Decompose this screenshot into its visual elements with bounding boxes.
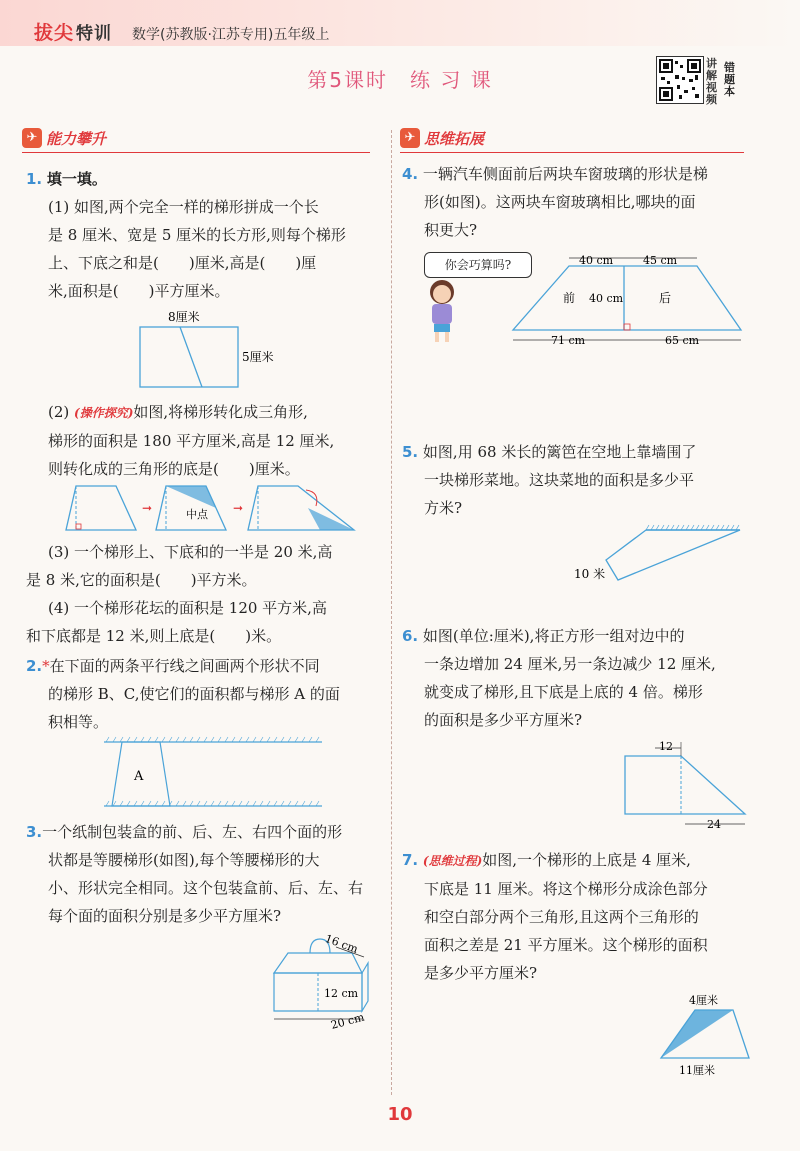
- q6-line: 一条边增加 24 厘米,另一条边减少 12 厘米,: [424, 655, 716, 673]
- question-3: [26, 818, 386, 930]
- question-1: [26, 165, 386, 305]
- question-title: 填一填。: [46, 170, 107, 188]
- label-midpoint: 中点: [186, 508, 208, 521]
- q5-garden-figure: [570, 520, 750, 590]
- question-7: [402, 846, 762, 987]
- video-label-char: 讲: [706, 57, 717, 70]
- q2-line: 在下面的两条平行线之间画两个形状不同: [49, 657, 320, 675]
- girl-illustration: [418, 276, 468, 346]
- label-16cm: 16 cm: [323, 932, 360, 956]
- q7-line: 面积之差是 21 平方厘米。这个梯形的面积: [424, 936, 708, 954]
- video-label-char: 解: [706, 69, 717, 82]
- rocket-icon: ✈: [400, 128, 420, 148]
- brand-text: 拔尖: [34, 22, 75, 44]
- label-10m: 10 米: [574, 567, 606, 581]
- column-divider: [391, 130, 392, 1095]
- label-front: 前: [563, 291, 576, 305]
- label-40cm-top: 40 cm: [579, 254, 614, 267]
- label-45cm-top: 45 cm: [643, 254, 678, 267]
- q1-part3-line: 是 8 米,它的面积是( )平方米。: [26, 571, 257, 589]
- q1-part3: [26, 538, 388, 650]
- section-header-right: [400, 126, 744, 154]
- q1-part1-line: 上、下底之和是( )厘米,高是( )厘: [48, 254, 317, 272]
- rocket-icon: ✈: [22, 128, 42, 148]
- section-line: [22, 152, 370, 153]
- section-title-left: 能力攀升: [46, 130, 107, 148]
- q7-line: 如图,一个梯形的上底是 4 厘米,: [482, 851, 691, 869]
- question-number: 2.: [26, 657, 43, 675]
- header-band: [0, 0, 800, 46]
- q1-part4-line: (4) 一个梯形花坛的面积是 120 平方米,高: [48, 599, 327, 617]
- q3-line: 小、形状完全相同。这个包装盒前、后、左、右: [48, 879, 364, 897]
- label-5cm: 5厘米: [242, 350, 274, 364]
- label-12: 12: [659, 740, 673, 753]
- q6-line: 就变成了梯形,且下底是上底的 4 倍。梯形: [424, 683, 703, 701]
- q1-part2-line: 梯形的面积是 180 平方厘米,高是 12 厘米,: [48, 432, 335, 450]
- q2-line: 积相等。: [48, 713, 109, 731]
- label-20cm: 20 cm: [329, 1010, 366, 1032]
- q1-part1-line: (1) 如图,两个完全一样的梯形拼成一个长: [48, 198, 319, 216]
- page-number: 10: [387, 1104, 413, 1125]
- label-8cm: 8厘米: [168, 310, 200, 324]
- q3-line: 一个纸制包装盒的前、后、左、右四个面的形: [42, 823, 343, 841]
- q1-part1-line: 是 8 厘米、宽是 5 厘米的长方形,则每个梯形: [48, 226, 346, 244]
- q2-parallel-lines-figure: [100, 736, 326, 812]
- q7-line: 是多少平方厘米?: [424, 964, 538, 982]
- label-12cm: 12 cm: [324, 987, 359, 1000]
- question-number: 6.: [402, 627, 419, 645]
- label-40cm-height: 40 cm: [589, 292, 624, 305]
- video-label-char: 视: [706, 81, 717, 94]
- label-4cm: 4厘米: [689, 994, 718, 1007]
- q1-transform-figure: [58, 478, 368, 538]
- q1-part2-line: 如图,将梯形转化成三角形,: [133, 403, 308, 421]
- q3-box-figure: [260, 925, 380, 1035]
- question-number: 7.: [402, 851, 419, 869]
- label-back: 后: [659, 291, 672, 305]
- q4-line: 形(如图)。这两块车窗玻璃相比,哪块的面: [424, 193, 696, 211]
- q5-line: 一块梯形菜地。这块菜地的面积是多少平: [424, 471, 695, 489]
- q3-line: 状都是等腰梯形(如图),每个等腰梯形的大: [48, 851, 320, 869]
- tag-operation: (操作探究): [74, 406, 134, 420]
- subject-label: 数学(苏教版·江苏专用)五年级上: [132, 27, 330, 43]
- brand-bold-text: 特训: [76, 24, 113, 44]
- label-11cm: 11厘米: [679, 1064, 715, 1077]
- label-71cm: 71 cm: [551, 334, 586, 347]
- question-number: 3.: [26, 823, 43, 841]
- page-title: 第5课时 练 习 课: [307, 68, 493, 92]
- speech-bubble: 你会巧算吗?: [424, 252, 532, 278]
- q5-line: 如图,用 68 米长的篱笆在空地上靠墙围了: [422, 443, 697, 461]
- star-icon: *: [42, 657, 50, 675]
- question-number: 1.: [26, 170, 43, 188]
- section-line: [400, 152, 744, 153]
- label-24: 24: [707, 818, 721, 831]
- q1-part2: (2) (操作探究)如图,将梯形转化成三角形, 梯形的面积是 180 平方厘米,高是 12 厘米, 则转化成的三角形的底是( )厘米。: [48, 398, 388, 483]
- q1-rectangle-figure: [130, 305, 300, 395]
- q1-part2-line: 则转化成的三角形的底是( )厘米。: [48, 460, 300, 478]
- label-a: A: [134, 769, 144, 784]
- q7-line: 和空白部分两个三角形,且这两个三角形的: [424, 908, 699, 926]
- q4-line: 积更大?: [424, 221, 478, 239]
- q6-square-figure: [615, 738, 755, 832]
- brand-logo: [34, 18, 112, 45]
- question-number: 4.: [402, 165, 419, 183]
- q4-line: 一辆汽车侧面前后两块车窗玻璃的形状是梯: [422, 165, 708, 183]
- label-65cm: 65 cm: [665, 334, 700, 347]
- question-2: [26, 652, 386, 736]
- q7-trapezoid-figure: [655, 988, 755, 1080]
- qr-code-icon[interactable]: [656, 56, 704, 104]
- mistake-notebook-label: 错题本: [724, 61, 735, 98]
- q4-window-figure: [505, 250, 755, 350]
- q7-line: 下底是 11 厘米。将这个梯形分成涂色部分: [424, 880, 708, 898]
- q1-part3-line: (3) 一个梯形上、下底和的一半是 20 米,高: [48, 543, 333, 561]
- question-6: [402, 622, 762, 734]
- arrow-icon: ➞: [142, 501, 153, 515]
- arrow-icon: ➞: [233, 501, 244, 515]
- q6-line: 如图(单位:厘米),将正方形一组对边中的: [422, 627, 685, 645]
- question-4: [402, 160, 762, 244]
- q2-line: 的梯形 B、C,使它们的面积都与梯形 A 的面: [48, 685, 340, 703]
- question-number: 5.: [402, 443, 419, 461]
- q1-part4-line: 和下底都是 12 米,则上底是( )米。: [26, 627, 282, 645]
- q6-line: 的面积是多少平方厘米?: [424, 711, 583, 729]
- section-header-left: [22, 126, 370, 154]
- tag-thinking: (思维过程): [422, 854, 483, 868]
- q1-part1-line: 米,面积是( )平方厘米。: [48, 282, 230, 300]
- section-title-right: 思维拓展: [424, 130, 485, 148]
- video-label-char: 频: [706, 93, 717, 106]
- q3-line: 每个面的面积分别是多少平方厘米?: [48, 907, 282, 925]
- q5-line: 方米?: [424, 499, 463, 517]
- question-5: [402, 438, 762, 522]
